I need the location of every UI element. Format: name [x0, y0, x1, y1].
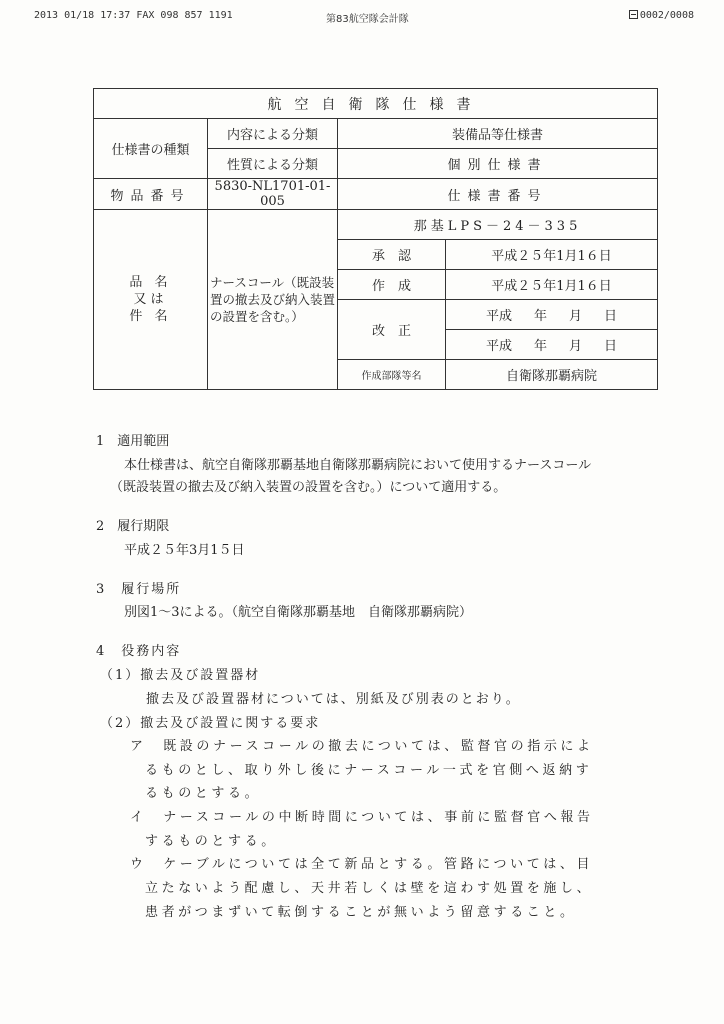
- fax-sender-line: 2013 01/18 17:37 FAX 098 857 1191: [34, 10, 233, 21]
- revised-date-2: [446, 330, 658, 360]
- item-i-line-1: イ ナースコールの中断時間については、事前に監督官へ報告: [130, 810, 594, 825]
- spec-title: 航空自衛隊仕様書: [94, 89, 658, 119]
- section-2-heading: 2 履行期限: [96, 519, 170, 534]
- section-1-text-line-1: 本仕様書は、航空自衛隊那覇基地自衛隊那覇病院において使用するナースコール: [124, 458, 592, 473]
- section-4-heading: 4 役務内容: [96, 644, 182, 659]
- section-4-1-text: 撤去及び設置器材については、別紙及び別表のとおり。: [146, 692, 521, 707]
- name-label-line: 又は: [133, 292, 168, 307]
- spec-type-label: 仕様書の種類: [94, 119, 208, 179]
- item-u-line-1: ウ ケーブルについては全て新品とする。管路については、目: [130, 857, 594, 872]
- revised-label: 改 正: [338, 300, 446, 360]
- section-1-heading: 1 適用範囲: [96, 434, 170, 449]
- content-class-label: 内容による分類: [208, 119, 338, 149]
- revised-day: 日: [604, 339, 618, 354]
- item-u-line-2: 立たないよう配慮し、天井若しくは壁を這わす処置を施し、: [145, 881, 594, 896]
- revised-date-1: [446, 300, 658, 330]
- dept-value: 自衛隊那覇病院: [446, 360, 658, 390]
- spec-table: [93, 88, 658, 390]
- revised-year: 年: [534, 339, 548, 354]
- section-4-2-heading: （2）撤去及び設置に関する要求: [100, 716, 321, 731]
- item-a-line-2: るものとし、取り外し後にナースコール一式を官側へ返納す: [145, 763, 593, 778]
- revised-month: 月: [569, 309, 583, 324]
- revised-month: 月: [569, 339, 583, 354]
- item-a-line-3: るものとする。: [145, 786, 262, 801]
- revised-era: 平成: [486, 339, 513, 354]
- section-3-heading: 3 履行場所: [96, 582, 182, 597]
- section-3-text: 別図1～3による。（航空自衛隊那覇基地 自衛隊那覇病院）: [124, 605, 473, 620]
- fax-page-indicator: [629, 10, 694, 21]
- spec-number-label: 仕様書番号: [338, 179, 658, 210]
- section-4-1-heading: （1）撤去及び設置器材: [100, 668, 261, 683]
- content-class-value: 装備品等仕様書: [338, 119, 658, 149]
- item-number-value: 5830-NL1701-01-005: [208, 179, 338, 210]
- fax-header: [0, 10, 724, 26]
- item-i-line-2: するものとする。: [145, 834, 278, 849]
- name-label: [94, 210, 208, 390]
- item-number-label: 物品番号: [94, 179, 208, 210]
- fax-sender-unit: 第83航空隊会計隊: [326, 14, 409, 25]
- dept-label: 作成部隊等名: [338, 360, 446, 390]
- item-name: ナースコール（既設装置の撤去及び納入装置の設置を含む。）: [208, 210, 338, 390]
- spec-number-value: 那基LPS－24－335: [338, 210, 658, 240]
- revised-era: 平成: [486, 309, 513, 324]
- fax-page-number: 0002/0008: [639, 10, 694, 21]
- name-label-line: 品 名: [129, 275, 172, 290]
- item-a-line-1: ア 既設のナースコールの撤去については、監督官の指示によ: [130, 739, 594, 754]
- section-1-text-line-2: （既設装置の撤去及び納入装置の設置を含む。）について適用する。: [110, 480, 507, 495]
- approved-date: 平成２５年1月1６日: [446, 240, 658, 270]
- name-label-line: 件 名: [129, 309, 172, 324]
- approved-label: 承 認: [338, 240, 446, 270]
- nature-class-label: 性質による分類: [208, 149, 338, 179]
- nature-class-value: 個別仕様書: [338, 149, 658, 179]
- section-2-text: 平成２５年3月1５日: [124, 543, 245, 558]
- revised-day: 日: [604, 309, 618, 324]
- revised-year: 年: [534, 309, 548, 324]
- page-icon: [629, 10, 638, 19]
- created-date: 平成２５年1月1６日: [446, 270, 658, 300]
- created-label: 作 成: [338, 270, 446, 300]
- item-u-line-3: 患者がつまずいて転倒することが無いよう留意すること。: [145, 905, 577, 920]
